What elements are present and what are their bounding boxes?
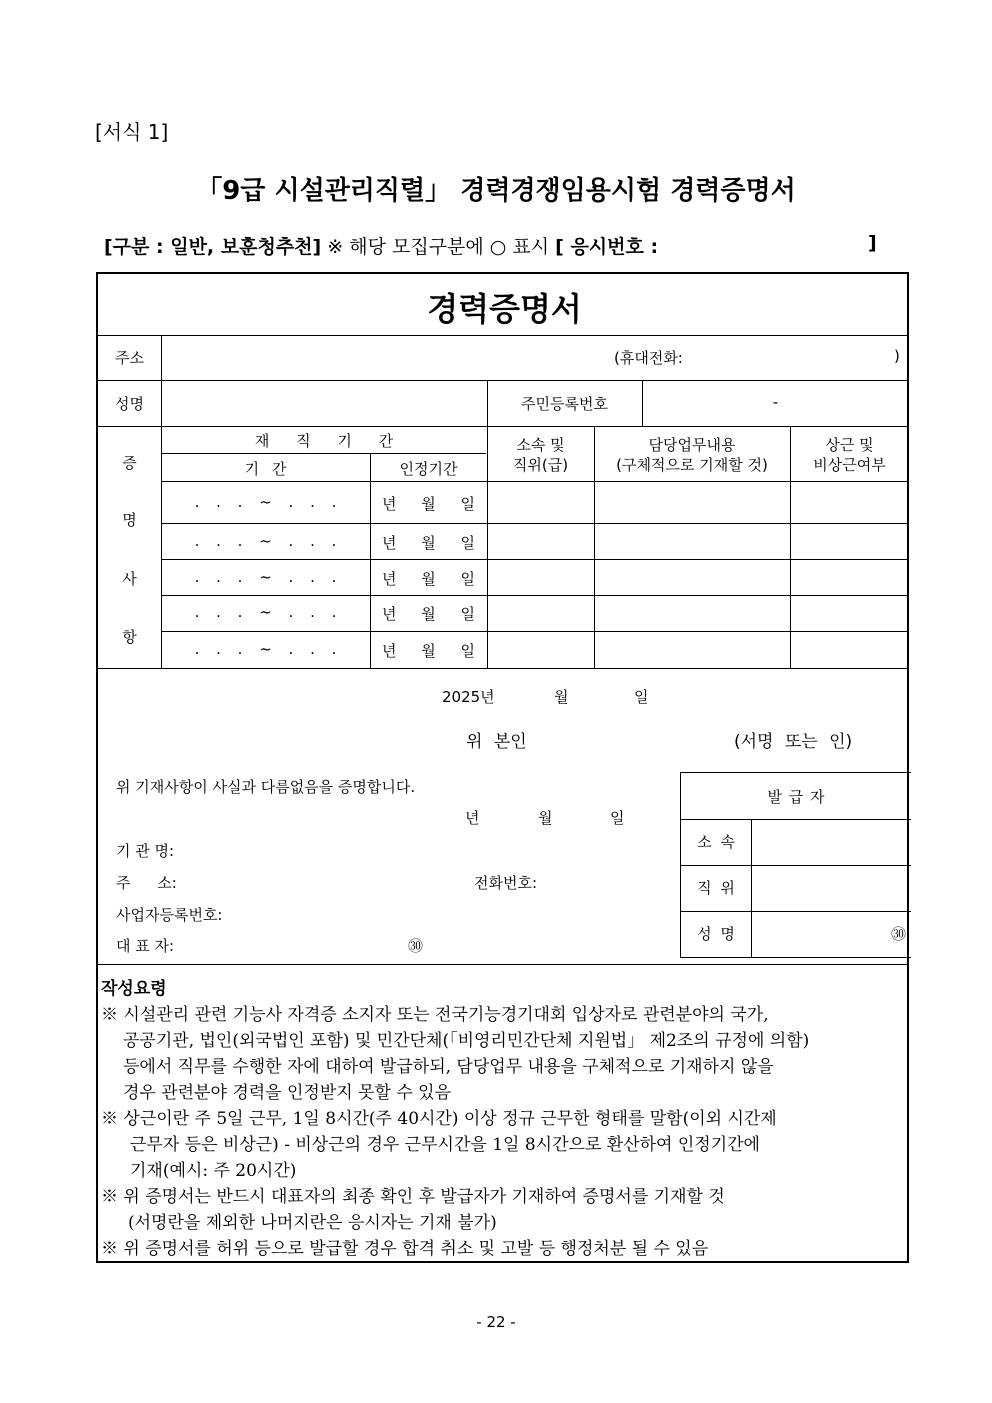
employment-period-header: 재 직 기 간 — [254, 432, 394, 450]
org-name-label: 기 관 명: — [116, 842, 175, 860]
certify-statement: 위 기재사항이 사실과 다름없음을 증명합니다. — [116, 778, 416, 796]
ymd-cell-3[interactable]: 년 월 일 — [381, 570, 475, 588]
guideline-line: 기재(예시: 주 20시간) — [130, 1161, 297, 1181]
ymd-cell-2[interactable]: 년 월 일 — [381, 534, 475, 552]
business-no-label: 사업자등록번호: — [116, 906, 223, 924]
form-label: [서식 1] — [95, 120, 169, 144]
applicant-date-month: 월 — [554, 688, 569, 706]
period-cell-1[interactable]: . . . ~ . . . — [194, 493, 337, 511]
fulltime-header-1: 상근 및 — [825, 436, 874, 454]
document-title: 「9급 시설관리직렬」 경력경쟁임용시험 경력증명서 — [196, 176, 796, 206]
issuer-affiliation-label: 소 속 — [697, 833, 735, 851]
page-number: - 22 - — [476, 1313, 516, 1331]
guideline-line: ※ 상근이란 주 5일 근무, 1일 8시간(주 40시간) 이상 정규 근무한 형태를 말함(이외 시간제 — [101, 1109, 777, 1129]
affiliation-header-2: 직위(급) — [512, 456, 569, 474]
applicant-self: 위 본인 — [466, 732, 527, 752]
side-label-3: 사 — [122, 570, 137, 588]
mobile-label: (휴대전화: — [614, 349, 683, 367]
ymd-cell-1[interactable]: 년 월 일 — [381, 495, 475, 513]
guideline-line: 공공기관, 법인(외국법인 포함) 및 민간단체(「비영리민간단체 지원법」 제2조의 규정에 의함) — [123, 1031, 810, 1051]
issuer-seal: ㉚ — [891, 925, 907, 943]
instruction-text: ※ 해당 모집구분에 ○ 표시 — [327, 236, 550, 258]
ceo-seal: ㉚ — [408, 937, 424, 955]
org-address-label: 주 소: — [116, 874, 177, 892]
certify-day: 일 — [610, 809, 625, 827]
rrn-dash: - — [772, 393, 779, 411]
guideline-line: ※ 위 증명서는 반드시 대표자의 최종 확인 후 발급자가 기재하여 증명서를 기재할 것 — [101, 1187, 725, 1207]
recognized-period-header: 인정기간 — [399, 460, 458, 478]
guideline-line: (서명란을 제외한 나머지란은 응시자는 기재 불가) — [128, 1213, 497, 1233]
period-header: 기 간 — [244, 460, 287, 478]
period-cell-5[interactable]: . . . ~ . . . — [194, 640, 337, 658]
mobile-close: ) — [894, 347, 900, 365]
applicant-sign: (서명 또는 인) — [734, 732, 853, 752]
fulltime-header-2: 비상근여부 — [813, 456, 886, 474]
category-line — [104, 232, 658, 259]
issuer-box — [680, 772, 911, 958]
issuer-name-label: 성 명 — [697, 925, 735, 943]
period-cell-4[interactable]: . . . ~ . . . — [194, 603, 337, 621]
guidelines-title: 작성요령 — [101, 979, 167, 999]
address-label: 주소 — [115, 349, 144, 367]
guideline-line: ※ 시설관리 관련 기능사 자격증 소지자 또는 전국기능경기대회 입상자로 관련분야의 국가, — [101, 1005, 769, 1025]
applicant-date-year: 2025년 — [442, 688, 495, 706]
guideline-line: 근무자 등은 비상근) - 비상근의 경우 근무시간을 1일 8시간으로 환산하여 인정기간에 — [130, 1135, 760, 1155]
applicant-date-day: 일 — [634, 688, 649, 706]
issuer-position-label: 직 위 — [697, 879, 735, 897]
affiliation-header-1: 소속 및 — [516, 436, 565, 454]
issuer-header: 발 급 자 — [767, 788, 825, 806]
duties-header-1: 담당업무내용 — [648, 436, 736, 454]
guideline-line: ※ 위 증명서를 허위 등으로 발급할 경우 합격 취소 및 고발 등 행정처분 될 수 있음 — [101, 1239, 709, 1259]
period-cell-2[interactable]: . . . ~ . . . — [194, 532, 337, 550]
certify-month: 월 — [538, 809, 553, 827]
guideline-line: 등에서 직무를 수행한 자에 대하여 발급하되, 담당업무 내용을 구체적으로 기재하지 않을 — [123, 1057, 774, 1077]
period-cell-3[interactable]: . . . ~ . . . — [194, 568, 337, 586]
phone-label: 전화번호: — [474, 874, 538, 892]
guideline-line: 경우 관련분야 경력을 인정받지 못할 수 있음 — [123, 1083, 452, 1103]
exam-number-label: [ 응시번호 : — [555, 236, 659, 258]
box-title: 경력증명서 — [427, 290, 582, 328]
category-text: [구분 : 일반, 보훈청추천] — [104, 236, 322, 258]
name-label: 성명 — [115, 395, 144, 413]
certify-year: 년 — [465, 809, 480, 827]
ceo-label: 대 표 자: — [116, 937, 175, 955]
side-label-2: 명 — [122, 511, 137, 529]
ymd-cell-5[interactable]: 년 월 일 — [381, 642, 475, 660]
side-label-4: 항 — [122, 628, 137, 646]
rrn-label: 주민등록번호 — [521, 395, 608, 413]
duties-header-2: (구체적으로 기재할 것) — [616, 456, 768, 474]
exam-number-close: ] — [868, 232, 877, 254]
ymd-cell-4[interactable]: 년 월 일 — [381, 605, 475, 623]
side-label-1: 증 — [122, 454, 137, 472]
certificate-form — [96, 272, 909, 1263]
